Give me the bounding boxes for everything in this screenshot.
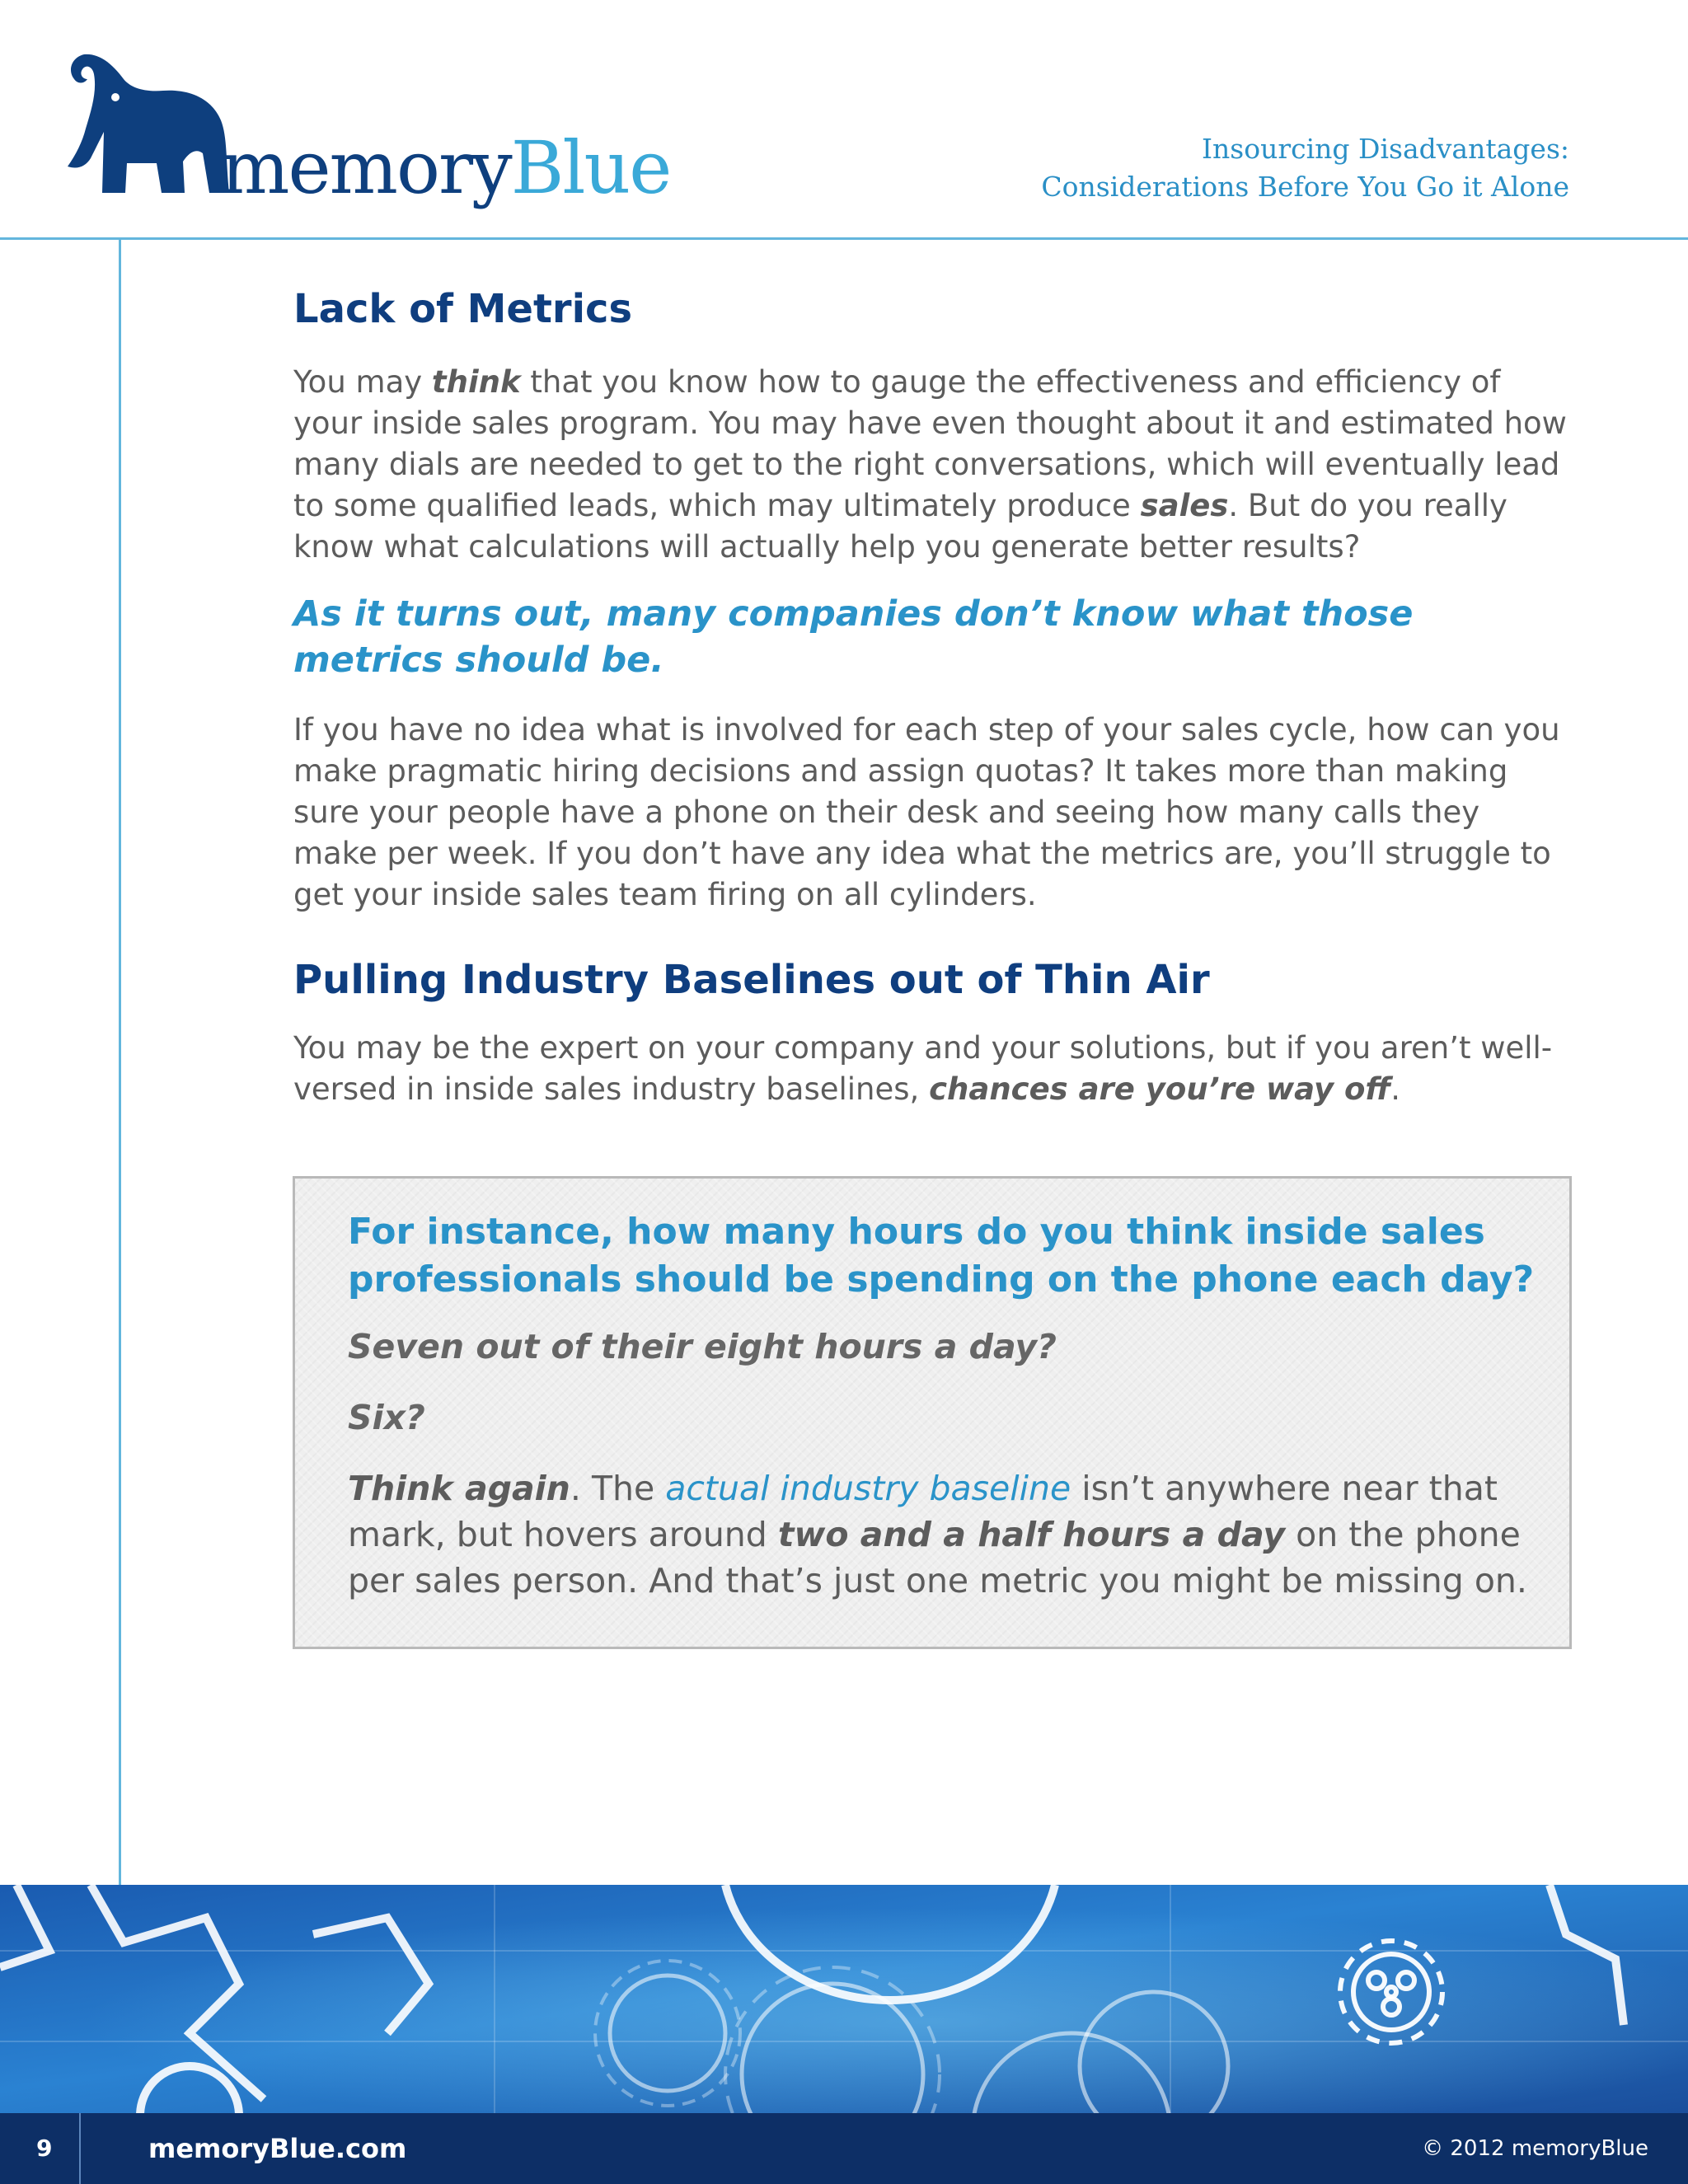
heading-lack-of-metrics: Lack of Metrics [293, 286, 633, 332]
text-run: You may [293, 364, 432, 400]
paragraph-metrics-intro [293, 362, 1571, 568]
paragraph-baselines [293, 1028, 1571, 1110]
emphasis-think: think [431, 364, 521, 400]
document-title-line2: Considerations Before You Go it Alone [1041, 171, 1569, 203]
heading-industry-baselines: Pulling Industry Baselines out of Thin Air [293, 957, 1210, 1003]
footer-copyright: © 2012 memoryBlue [1422, 2136, 1648, 2161]
emphasis-two-and-a-half-hours: two and a half hours a day [777, 1515, 1286, 1554]
main-content [293, 284, 1571, 1110]
logo-wordmark-blue: Blue [510, 125, 671, 210]
paragraph-sales-cycle: If you have no idea what is involved for each step of your sales cycle, how can you make pragmatic hiring decisions and assign quotas? It takes more than making sure your people have a phone on their desk and seeing how many calls they make per week. If you don’t have any idea what the metrics are, you’ll struggle to get your inside sales team firing on all cylinders. [293, 712, 1560, 912]
baseline-example-box [293, 1176, 1572, 1649]
elephant-icon [64, 46, 229, 199]
box-answer [348, 1465, 1535, 1604]
text-run: You may be the expert on your company and your solutions, but if you aren’t well-versed in inside sales industry baselines, [293, 1030, 1553, 1107]
document-title [1041, 130, 1569, 206]
footer-gear-artwork [0, 1885, 1688, 2113]
text-run: . The [570, 1469, 666, 1508]
callout-metrics: As it turns out, many companies don’t know what those metrics should be. [293, 593, 1414, 681]
text-run: that you know how to gauge the effectiveness and efficiency of your inside sales program. You may have even thought about it and estimated how many dials are needed to get to the right conversations, which will eventually lead to some qualified leads, which may ultimately produce [293, 364, 1567, 523]
left-margin-rule [119, 239, 121, 1887]
header-divider [0, 237, 1688, 240]
logo-wordmark [221, 127, 670, 209]
memoryblue-logo [64, 46, 671, 219]
text-run: isn’t anywhere near that mark, but hovers around [348, 1469, 1498, 1554]
box-line-seven-hours: Seven out of their eight hours a day? [348, 1327, 1057, 1366]
page-header [0, 0, 1688, 241]
emphasis-think-again: Think again [348, 1469, 570, 1508]
emphasis-way-off: chances are you’re way off [929, 1071, 1391, 1107]
box-question: For instance, how many hours do you think inside sales professionals should be spending on the phone each day? [348, 1211, 1535, 1301]
logo-wordmark-memory: memory [221, 125, 511, 210]
gears-background-graphic [0, 1885, 1688, 2113]
footer-website-link[interactable]: memoryBlue.com [148, 2133, 407, 2164]
text-run: . [1390, 1071, 1400, 1107]
document-title-line1: Insourcing Disadvantages: [1202, 133, 1569, 165]
page-number: 9 [36, 2135, 53, 2162]
box-line-six: Six? [348, 1398, 425, 1437]
footer-bar [0, 2113, 1688, 2184]
emphasis-sales: sales [1140, 488, 1229, 523]
link-actual-industry-baseline[interactable]: actual industry baseline [665, 1469, 1071, 1508]
baseline-example-content [348, 1208, 1535, 1604]
footer-divider [79, 2113, 81, 2184]
text-run: on the phone per sales person. And that’s just one metric you might be missing on. [348, 1515, 1527, 1601]
text-run: . But do you really know what calculations will actually help you generate better results? [293, 488, 1507, 565]
